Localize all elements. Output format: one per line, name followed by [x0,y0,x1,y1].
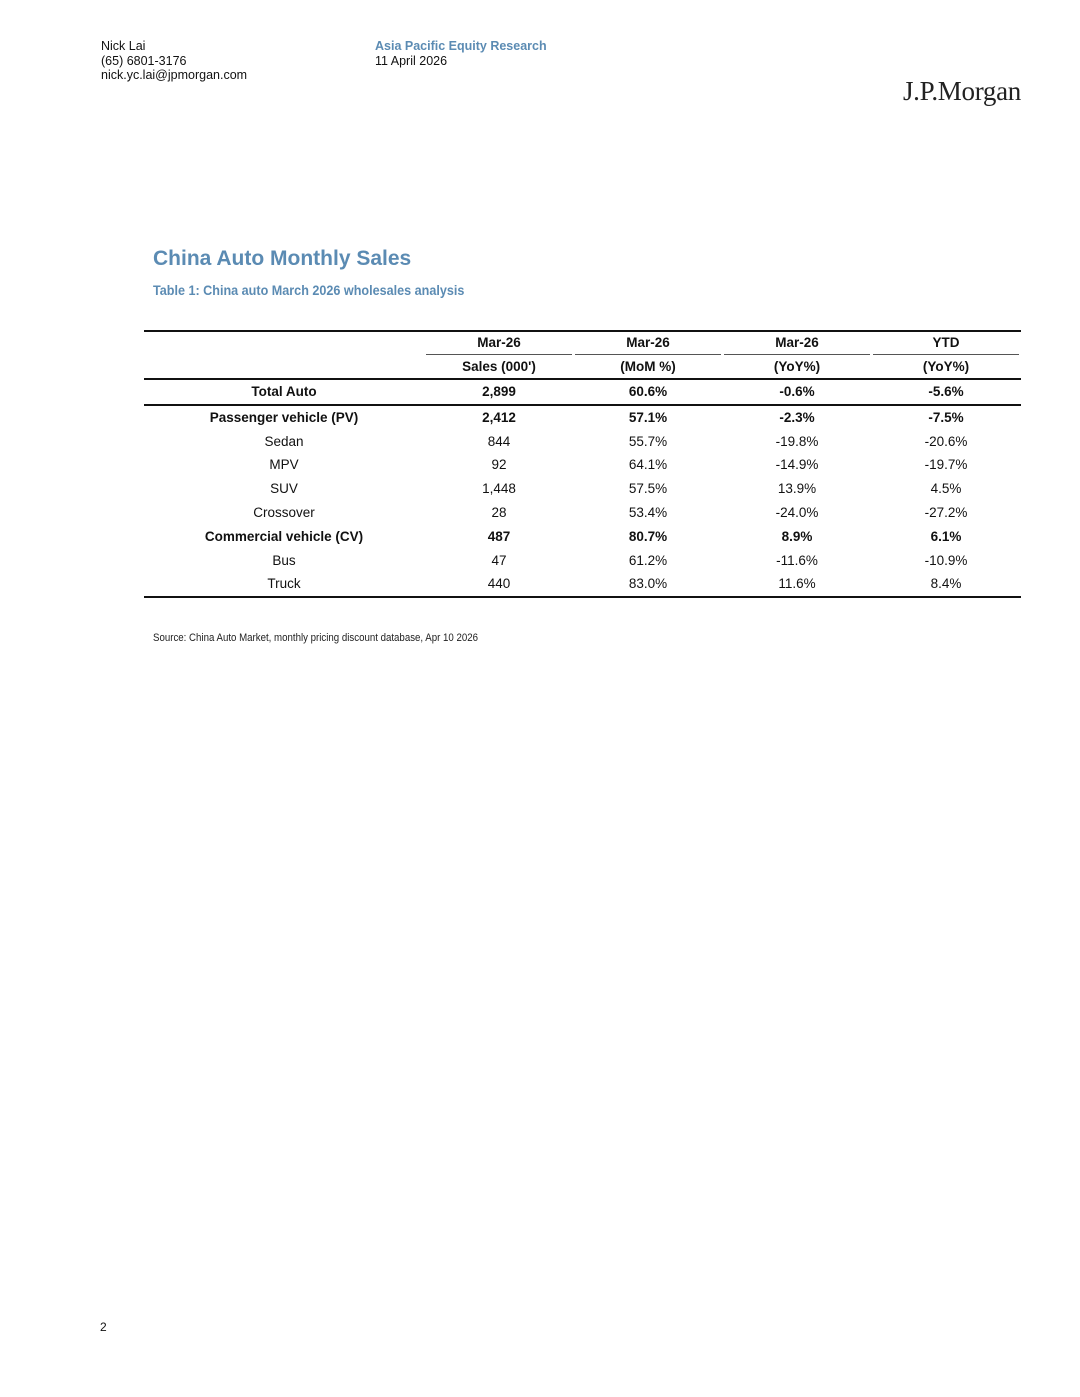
table-row [144,477,1021,501]
department-label: Asia Pacific Equity Research [375,39,547,53]
page-number: 2 [100,1320,107,1334]
column-header-bottom: (YoY%) [773,359,821,374]
table-cell: 8.9% [781,528,813,544]
table-row [144,501,1021,525]
table-caption: Table 1: China auto March 2026 wholesales analysis [153,282,465,298]
sales-table [144,330,1021,598]
table-cell: 8.4% [930,576,962,592]
table-cell: 53.4% [628,504,668,520]
table-cell: 55.7% [628,433,668,449]
table-cell: 92 [491,457,507,473]
table-cell: 47 [491,552,507,568]
table-cell: -27.2% [924,504,968,520]
table-cell: 61.2% [628,552,668,568]
table-cell: 80.7% [628,528,668,544]
table-cell: 844 [487,433,511,449]
row-label: MPV [269,457,299,473]
jpmorgan-logo: J.P.Morgan [902,76,1021,106]
table-cell: -11.6% [776,552,818,568]
column-header-bottom: Sales (000') [462,359,536,374]
author-email[interactable]: nick.yc.lai@jpmorgan.com [101,68,248,82]
table-cell: 11.6% [778,576,816,592]
table-row [144,549,1021,573]
table-cell: 6.1% [930,528,962,544]
table-cell: 28 [491,504,507,520]
table-cell: -20.6% [924,433,968,449]
column-header-top: YTD [873,332,1019,355]
table-cell: -19.8% [775,433,819,449]
row-label: Passenger vehicle (PV) [209,409,359,425]
report-date: 11 April 2026 [375,53,448,68]
table-cell: -10.9% [924,552,968,568]
column-header-top: Mar-26 [426,332,572,355]
row-label: Sedan [264,433,304,449]
row-label: Commercial vehicle (CV) [204,528,364,544]
table-cell: 57.5% [628,481,668,497]
row-label: Total Auto [251,384,317,399]
table-cell: 2,899 [482,384,516,399]
table-cell: 57.1% [628,409,668,425]
row-label: Crossover [253,504,315,520]
column-header-top: Mar-26 [575,332,721,355]
column-header [575,332,721,377]
table-row [144,453,1021,477]
table-cell: 487 [487,528,511,544]
table-cell: 4.5% [930,481,962,497]
table-header [144,332,1021,378]
table-cell: 13.9% [777,481,817,497]
table-cell: -0.6% [779,384,815,399]
column-header-bottom: (MoM %) [620,359,676,374]
table-cell: 83.0% [628,576,668,592]
author-name: Nick Lai [101,39,146,53]
table-cell: 1,448 [482,481,516,497]
table-cell: -2.3% [779,409,815,425]
author-block [101,39,247,83]
row-label: SUV [270,481,298,497]
table-bottom-rule [144,596,1021,598]
table-cell: 64.1% [628,457,668,473]
column-header-top: Mar-26 [724,332,870,355]
table-row [144,406,1021,430]
table-cell: 2,412 [482,409,516,425]
table-row [144,430,1021,454]
row-label: Truck [267,576,301,592]
section-title: China Auto Monthly Sales [153,247,412,270]
column-header-bottom: (YoY%) [922,359,970,374]
table-cell: -24.0% [775,504,819,520]
column-header [873,332,1019,377]
table-cell: -19.7% [924,457,968,473]
table-cell: 440 [487,576,511,592]
table-row [144,525,1021,549]
table-cell: -7.5% [928,409,964,425]
column-header [426,332,572,377]
author-phone: (65) 6801-3176 [101,53,187,68]
report-info [375,39,547,68]
table-cell: 60.6% [628,384,668,399]
row-label: Bus [272,552,296,568]
table-cell: -14.9% [775,457,819,473]
source-note: Source: China Auto Market, monthly pricing discount database, Apr 10 2026 [153,632,479,644]
table-cell: -5.6% [928,384,964,399]
column-header [724,332,870,377]
table-row [144,572,1021,596]
table-row [144,380,1021,406]
